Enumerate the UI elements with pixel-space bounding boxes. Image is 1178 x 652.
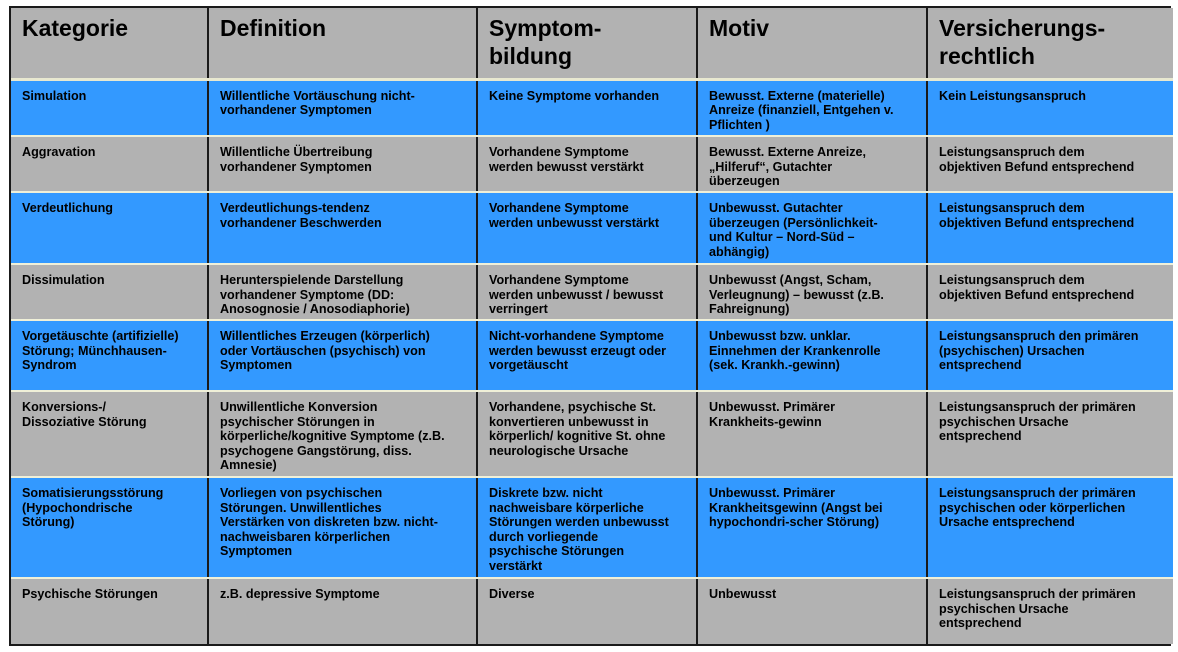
cell-kategorie: Aggravation: [11, 136, 208, 192]
cell-definition: Verdeutlichungs-tendenz vorhandener Beschwerden: [208, 192, 477, 264]
cell-kategorie: Somatisierungsstörung (Hypochondrische Störung): [11, 477, 208, 578]
cell-definition: Vorliegen von psychischen Störungen. Unwillentliches Verstärken von diskreten bzw. nicht- nachweisbaren körperlichen Symptomen: [208, 477, 477, 578]
classification-table-container: [9, 6, 1171, 646]
cell-symptombildung: Diskrete bzw. nicht nachweisbare körperliche Störungen werden unbewusst durch vorliegende psychische Störungen verstärkt: [477, 477, 697, 578]
cell-definition: Willentliche Übertreibung vorhandener Symptomen: [208, 136, 477, 192]
cell-motiv: Unbewusst: [697, 578, 927, 644]
cell-symptombildung: Vorhandene Symptome werden unbewusst / bewusst verringert: [477, 264, 697, 320]
header-versicherungsrechtlich: Versicherungs- rechtlich: [927, 8, 1173, 79]
cell-motiv: Bewusst. Externe Anreize, „Hilferuf“, Gutachter überzeugen: [697, 136, 927, 192]
cell-motiv: Bewusst. Externe (materielle) Anreize (finanziell, Entgehen v. Pflichten ): [697, 79, 927, 136]
header-motiv: Motiv: [697, 8, 927, 79]
cell-versicherungsrechtlich: Leistungsanspruch der primären psychischen Ursache entsprechend: [927, 391, 1173, 477]
cell-symptombildung: Vorhandene Symptome werden unbewusst verstärkt: [477, 192, 697, 264]
cell-symptombildung: Diverse: [477, 578, 697, 644]
header-definition: Definition: [208, 8, 477, 79]
table-row-konversionsstoerung: [11, 391, 1173, 477]
table-row-somatisierungsstoerung: [11, 477, 1173, 578]
cell-versicherungsrechtlich: Leistungsanspruch dem objektiven Befund entsprechend: [927, 192, 1173, 264]
table-row-simulation: [11, 79, 1173, 136]
cell-kategorie: Psychische Störungen: [11, 578, 208, 644]
cell-definition: Herunterspielende Darstellung vorhandener Symptome (DD: Anosognosie / Anosodiaphorie): [208, 264, 477, 320]
cell-symptombildung: Vorhandene Symptome werden bewusst verstärkt: [477, 136, 697, 192]
cell-definition: z.B. depressive Symptome: [208, 578, 477, 644]
cell-motiv: Unbewusst. Gutachter überzeugen (Persönlichkeit- und Kultur – Nord-Süd – abhängig): [697, 192, 927, 264]
header-kategorie: Kategorie: [11, 8, 208, 79]
cell-motiv: Unbewusst. Primärer Krankheits-gewinn: [697, 391, 927, 477]
cell-symptombildung: Vorhandene, psychische St. konvertieren unbewusst in körperlich/ kognitive St. ohne neurologische Ursache: [477, 391, 697, 477]
cell-kategorie: Vorgetäuschte (artifizielle) Störung; Münchhausen- Syndrom: [11, 320, 208, 391]
cell-versicherungsrechtlich: Leistungsanspruch der primären psychischen Ursache entsprechend: [927, 578, 1173, 644]
cell-definition: Willentliche Vortäuschung nicht- vorhandener Symptomen: [208, 79, 477, 136]
cell-versicherungsrechtlich: Kein Leistungsanspruch: [927, 79, 1173, 136]
cell-kategorie: Konversions-/ Dissoziative Störung: [11, 391, 208, 477]
cell-symptombildung: Nicht-vorhandene Symptome werden bewusst erzeugt oder vorgetäuscht: [477, 320, 697, 391]
cell-kategorie: Simulation: [11, 79, 208, 136]
cell-kategorie: Dissimulation: [11, 264, 208, 320]
table-row-psychische-stoerungen: [11, 578, 1173, 644]
classification-table: [11, 8, 1173, 644]
table-row-verdeutlichung: [11, 192, 1173, 264]
cell-versicherungsrechtlich: Leistungsanspruch dem objektiven Befund entsprechend: [927, 264, 1173, 320]
cell-motiv: Unbewusst. Primärer Krankheitsgewinn (Angst bei hypochondri-scher Störung): [697, 477, 927, 578]
table-row-dissimulation: [11, 264, 1173, 320]
cell-motiv: Unbewusst (Angst, Scham, Verleugnung) – bewusst (z.B. Fahreignung): [697, 264, 927, 320]
header-symptombildung: Symptom- bildung: [477, 8, 697, 79]
cell-definition: Unwillentliche Konversion psychischer Störungen in körperliche/kognitive Symptome (z.B. psychogene Gangstörung, diss. Amnesie): [208, 391, 477, 477]
cell-kategorie: Verdeutlichung: [11, 192, 208, 264]
header-row: [11, 8, 1173, 79]
table-row-artifizielle-stoerung: [11, 320, 1173, 391]
cell-versicherungsrechtlich: Leistungsanspruch dem objektiven Befund entsprechend: [927, 136, 1173, 192]
cell-definition: Willentliches Erzeugen (körperlich) oder Vortäuschen (psychisch) von Symptomen: [208, 320, 477, 391]
cell-symptombildung: Keine Symptome vorhanden: [477, 79, 697, 136]
cell-versicherungsrechtlich: Leistungsanspruch den primären (psychischen) Ursachen entsprechend: [927, 320, 1173, 391]
cell-versicherungsrechtlich: Leistungsanspruch der primären psychischen oder körperlichen Ursache entsprechend: [927, 477, 1173, 578]
table-row-aggravation: [11, 136, 1173, 192]
cell-motiv: Unbewusst bzw. unklar. Einnehmen der Krankenrolle (sek. Krankh.-gewinn): [697, 320, 927, 391]
